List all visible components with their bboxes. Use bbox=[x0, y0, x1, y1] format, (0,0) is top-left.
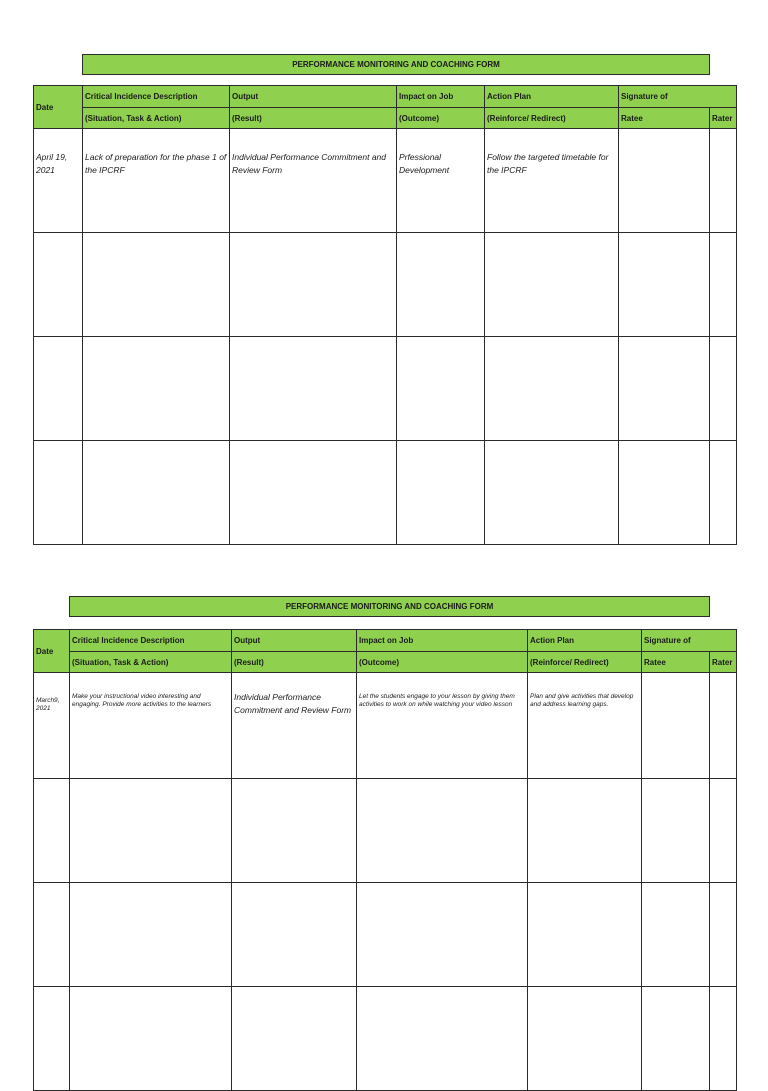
table-row bbox=[34, 233, 737, 337]
rater-signature-cell bbox=[710, 337, 737, 441]
impact-cell: Let the students engage to your lesson by giving them activities to work on while watching your video lesson bbox=[357, 673, 528, 779]
impact-header: Impact on Job bbox=[357, 630, 528, 652]
impact-cell bbox=[397, 441, 485, 545]
action-subheader: (Reinforce/ Redirect) bbox=[528, 652, 642, 673]
date-cell bbox=[34, 883, 70, 987]
signature-header: Signature of bbox=[642, 630, 737, 652]
action-cell bbox=[528, 779, 642, 883]
impact-cell bbox=[397, 233, 485, 337]
action-cell bbox=[528, 883, 642, 987]
cid-cell: Lack of preparation for the phase 1 of the IPCRF bbox=[83, 129, 230, 233]
cid-cell bbox=[70, 883, 232, 987]
ratee-signature-cell bbox=[642, 987, 710, 1091]
cid-header: Critical Incidence Description bbox=[83, 86, 230, 108]
table-row bbox=[34, 779, 737, 883]
coaching-table bbox=[33, 85, 737, 545]
output-cell: Individual Performance Commitment and Review Form bbox=[230, 129, 397, 233]
ratee-header: Ratee bbox=[619, 108, 710, 129]
output-subheader: (Result) bbox=[230, 108, 397, 129]
output-cell bbox=[230, 337, 397, 441]
rater-signature-cell bbox=[710, 673, 737, 779]
cid-subheader: (Situation, Task & Action) bbox=[70, 652, 232, 673]
output-header: Output bbox=[230, 86, 397, 108]
rater-signature-cell bbox=[710, 441, 737, 545]
action-cell bbox=[528, 987, 642, 1091]
output-cell bbox=[232, 883, 357, 987]
rater-header: Rater bbox=[710, 108, 737, 129]
impact-cell: Prfessional Development bbox=[397, 129, 485, 233]
cid-cell bbox=[83, 233, 230, 337]
date-cell bbox=[34, 779, 70, 883]
ratee-signature-cell bbox=[619, 337, 710, 441]
ratee-signature-cell bbox=[642, 883, 710, 987]
date-cell: March9, 2021 bbox=[34, 673, 70, 779]
action-header: Action Plan bbox=[485, 86, 619, 108]
impact-cell bbox=[357, 987, 528, 1091]
date-cell: April 19, 2021 bbox=[34, 129, 83, 233]
cid-cell bbox=[83, 337, 230, 441]
form-title: PERFORMANCE MONITORING AND COACHING FORM bbox=[82, 54, 710, 75]
rater-signature-cell bbox=[710, 987, 737, 1091]
impact-subheader: (Outcome) bbox=[357, 652, 528, 673]
table-row bbox=[34, 129, 737, 233]
table-row bbox=[34, 337, 737, 441]
ratee-signature-cell bbox=[619, 233, 710, 337]
date-cell bbox=[34, 441, 83, 545]
action-cell: Plan and give activities that develop and address learning gaps. bbox=[528, 673, 642, 779]
table-row bbox=[34, 441, 737, 545]
impact-cell bbox=[397, 337, 485, 441]
output-cell bbox=[230, 233, 397, 337]
coaching-table bbox=[33, 629, 737, 1091]
action-cell: Follow the targeted timetable for the IPCRF bbox=[485, 129, 619, 233]
table-row bbox=[34, 883, 737, 987]
table-row bbox=[34, 673, 737, 779]
action-cell bbox=[485, 441, 619, 545]
form-title: PERFORMANCE MONITORING AND COACHING FORM bbox=[69, 596, 710, 617]
ratee-signature-cell bbox=[619, 129, 710, 233]
output-cell: Individual Performance Commitment and Review Form bbox=[232, 673, 357, 779]
action-cell bbox=[485, 233, 619, 337]
output-cell bbox=[232, 987, 357, 1091]
rater-signature-cell bbox=[710, 129, 737, 233]
action-subheader: (Reinforce/ Redirect) bbox=[485, 108, 619, 129]
date-cell bbox=[34, 987, 70, 1091]
ratee-signature-cell bbox=[642, 779, 710, 883]
date-header: Date bbox=[34, 630, 70, 673]
cid-cell bbox=[83, 441, 230, 545]
action-header: Action Plan bbox=[528, 630, 642, 652]
output-subheader: (Result) bbox=[232, 652, 357, 673]
impact-cell bbox=[357, 779, 528, 883]
cid-cell bbox=[70, 779, 232, 883]
ratee-header: Ratee bbox=[642, 652, 710, 673]
date-cell bbox=[34, 233, 83, 337]
ratee-signature-cell bbox=[619, 441, 710, 545]
output-header: Output bbox=[232, 630, 357, 652]
date-header: Date bbox=[34, 86, 83, 129]
impact-header: Impact on Job bbox=[397, 86, 485, 108]
rater-signature-cell bbox=[710, 883, 737, 987]
cid-subheader: (Situation, Task & Action) bbox=[83, 108, 230, 129]
rater-signature-cell bbox=[710, 233, 737, 337]
rater-header: Rater bbox=[710, 652, 737, 673]
impact-subheader: (Outcome) bbox=[397, 108, 485, 129]
cid-header: Critical Incidence Description bbox=[70, 630, 232, 652]
date-cell bbox=[34, 337, 83, 441]
cid-cell bbox=[70, 987, 232, 1091]
ratee-signature-cell bbox=[642, 673, 710, 779]
table-row bbox=[34, 987, 737, 1091]
cid-cell: Make your instructional video interesting and engaging. Provide more activities to the learners bbox=[70, 673, 232, 779]
signature-header: Signature of bbox=[619, 86, 737, 108]
action-cell bbox=[485, 337, 619, 441]
rater-signature-cell bbox=[710, 779, 737, 883]
output-cell bbox=[232, 779, 357, 883]
output-cell bbox=[230, 441, 397, 545]
impact-cell bbox=[357, 883, 528, 987]
